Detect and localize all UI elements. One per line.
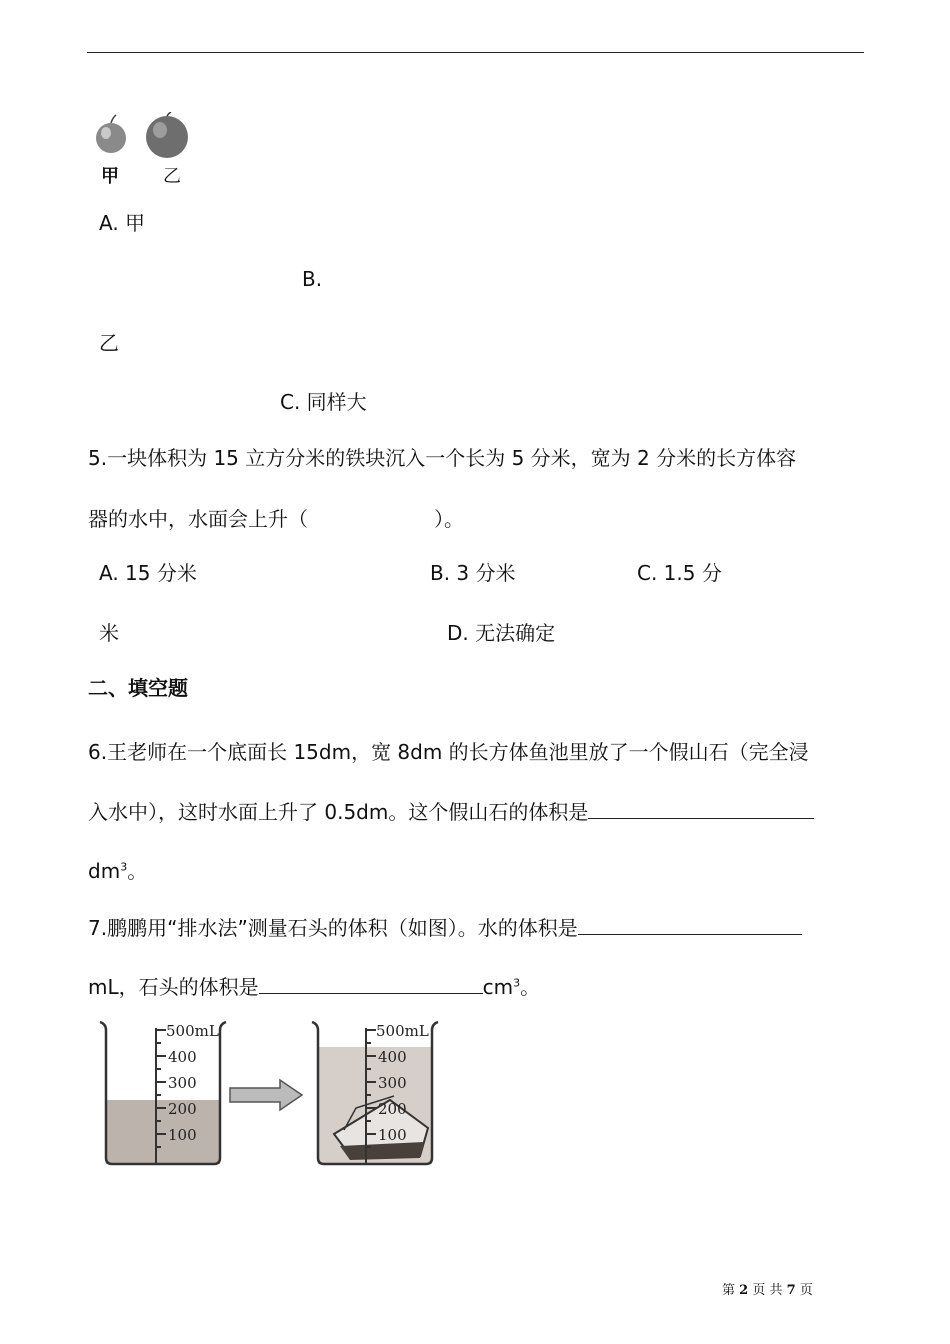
q5-option-c-cont: 米 (99, 621, 119, 645)
right-tick-200: 200 (378, 1100, 407, 1118)
right-tick-100: 100 (378, 1126, 407, 1144)
left-tick-200: 200 (168, 1100, 197, 1118)
q5-option-c[interactable]: C. 1.5 分 (637, 561, 722, 585)
apple-label-yi: 乙 (163, 166, 181, 187)
water-left (106, 1100, 220, 1164)
left-tick-400: 400 (168, 1048, 197, 1066)
beaker-right (312, 1022, 438, 1164)
right-tick-400: 400 (378, 1048, 407, 1066)
beakers-figure (94, 1016, 454, 1171)
footer-pre: 第 (722, 1283, 736, 1298)
footer-mid1: 页 (752, 1283, 766, 1298)
q7-line2-pre: mL，石头的体积是 (88, 975, 259, 999)
q6-answer-blank[interactable] (588, 817, 814, 819)
q5-line2-pre: 器的水中，水面会上升（ (88, 507, 308, 531)
beaker-left (100, 1022, 226, 1164)
q5-option-a[interactable]: A. 15 分米 (99, 561, 197, 585)
left-tick-100: 100 (168, 1126, 197, 1144)
q6-line2-text: 入水中），这时水面上升了 0.5dm。这个假山石的体积是 (88, 800, 589, 824)
q7-line1-text: 7.鹏鹏用“排水法”测量石头的体积（如图）。水的体积是 (88, 916, 578, 940)
header-rule (87, 52, 864, 53)
q4-option-c[interactable]: C. 同样大 (280, 390, 367, 414)
apple-yi-image (146, 112, 188, 158)
q6-end: 。 (127, 859, 148, 883)
footer-total-pages: 7 (786, 1283, 796, 1298)
q4-option-a[interactable]: A. 甲 (99, 211, 146, 235)
q4-option-b-text: 乙 (99, 331, 119, 355)
q7-line1 (88, 912, 802, 941)
q6-unit: dm (88, 859, 121, 883)
left-tick-300: 300 (168, 1074, 197, 1092)
q5-line2-post: ）。 (434, 507, 464, 531)
q6-unit-line (88, 855, 147, 884)
footer-mid2: 共 (769, 1283, 783, 1298)
footer-page-number: 2 (739, 1283, 749, 1298)
apple-jia-image (96, 115, 126, 153)
right-tick-300: 300 (378, 1074, 407, 1092)
q5-option-b[interactable]: B. 3 分米 (430, 561, 516, 585)
q7-unit-sup: 3 (513, 976, 521, 990)
q6-line2 (88, 796, 814, 825)
apple-label-jia: 甲 (101, 166, 119, 187)
q6-line1: 6.王老师在一个底面长 15dm，宽 8dm 的长方体鱼池里放了一个假山石（完全浸 (88, 740, 809, 764)
arrow-icon (230, 1080, 302, 1110)
q4-option-b[interactable]: B. (302, 267, 323, 291)
q7-end: 。 (520, 975, 541, 999)
q5-option-d[interactable]: D. 无法确定 (447, 621, 556, 645)
q6-unit-sup: 3 (120, 860, 128, 874)
apples-figure (92, 112, 192, 162)
q7-unit: cm (482, 975, 514, 999)
left-label-500ml: 500mL (166, 1022, 219, 1040)
section2-title: 二、填空题 (88, 676, 188, 700)
footer-post: 页 (799, 1283, 813, 1298)
q7-line2 (88, 971, 540, 1000)
page-footer (722, 1279, 813, 1298)
q5-line1: 5.一块体积为 15 立方分米的铁块沉入一个长为 5 分米，宽为 2 分米的长方体容 (88, 446, 797, 470)
q7-water-blank[interactable] (578, 933, 802, 935)
right-label-500ml: 500mL (376, 1022, 429, 1040)
q5-line2 (88, 503, 464, 532)
q7-stone-blank[interactable] (259, 992, 483, 994)
